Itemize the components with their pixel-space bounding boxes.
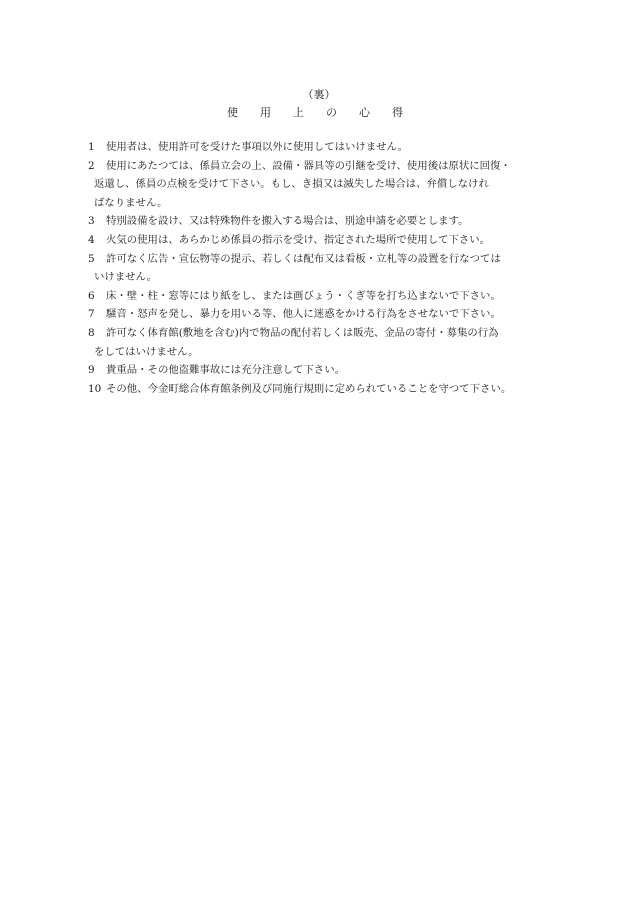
- item-number: 8: [88, 326, 95, 339]
- item-text: 騒音・怒声を発し、暴力を用いる等、他人に迷惑をかける行為をさせないで下さい。: [106, 308, 501, 321]
- title-char: 使: [227, 106, 238, 119]
- item-text: 火気の使用は、あらかじめ係員の指示を受け、指定された場所で使用して下さい。: [106, 233, 491, 246]
- item-number: 1: [88, 141, 95, 153]
- item-text: 貴重品・その他盗難事故には充分注意して下さい。: [106, 364, 345, 377]
- page-title: [0, 104, 630, 120]
- item-number: 5: [88, 252, 95, 265]
- list-item: [88, 212, 628, 231]
- reverse-side-label: （裏）: [302, 88, 336, 101]
- item-number: 2: [88, 159, 95, 172]
- title-char: 用: [260, 106, 271, 119]
- rules-list: [88, 138, 628, 398]
- item-text: その他、今金町総合体育館条例及び同施行規則に定められていることを守つて下さい。: [106, 382, 512, 395]
- item-number: 4: [88, 233, 95, 246]
- item-text: 許可なく体育館(敷地を含む)内で物品の配付若しくは販売、金品の寄付・募集の行為: [106, 326, 499, 339]
- title-char: の: [326, 106, 337, 119]
- item-text: 床・壁・柱・窓等にはり紙をし、または画びょう・くぎ等を打ち込まないで下さい。: [106, 289, 501, 302]
- item-number: 3: [88, 215, 95, 228]
- list-item: [88, 361, 628, 380]
- item-text-continued: をしてはいけません。: [94, 345, 199, 358]
- list-item: [88, 324, 628, 361]
- item-number: 7: [88, 308, 95, 321]
- item-text-continued: ばなりません。: [94, 196, 168, 209]
- list-item: [88, 250, 628, 287]
- title-char: 上: [293, 106, 304, 119]
- list-item: [88, 380, 628, 399]
- list-item: [88, 305, 628, 324]
- item-text-continued: いけません。: [94, 271, 157, 284]
- item-text: 使用にあたつては、係員立会の上、設備・器具等の引継を受け、使用後は原状に回復・: [106, 159, 511, 172]
- item-number: 6: [88, 289, 95, 302]
- list-item: [88, 157, 628, 213]
- item-text: 許可なく広告・宣伝物等の提示、若しくは配布又は看板・立札等の設置を行なつては: [106, 252, 501, 265]
- title-char: 得: [392, 106, 403, 119]
- item-number: 9: [88, 364, 95, 377]
- list-item: [88, 287, 628, 306]
- item-text: 使用者は、使用許可を受けた事項以外に使用してはいけません。: [106, 141, 408, 153]
- item-number: 10: [88, 382, 102, 395]
- list-item: [88, 231, 628, 250]
- item-text: 特別設備を設け、又は特殊物件を搬入する場合は、別途申請を必要とします。: [106, 215, 469, 228]
- item-text-continued: 返還し、係員の点検を受けて下さい。もし、き損又は滅失した場合は、弁償しなけれ: [94, 178, 489, 191]
- title-char: 心: [359, 106, 370, 119]
- list-item: [88, 138, 628, 157]
